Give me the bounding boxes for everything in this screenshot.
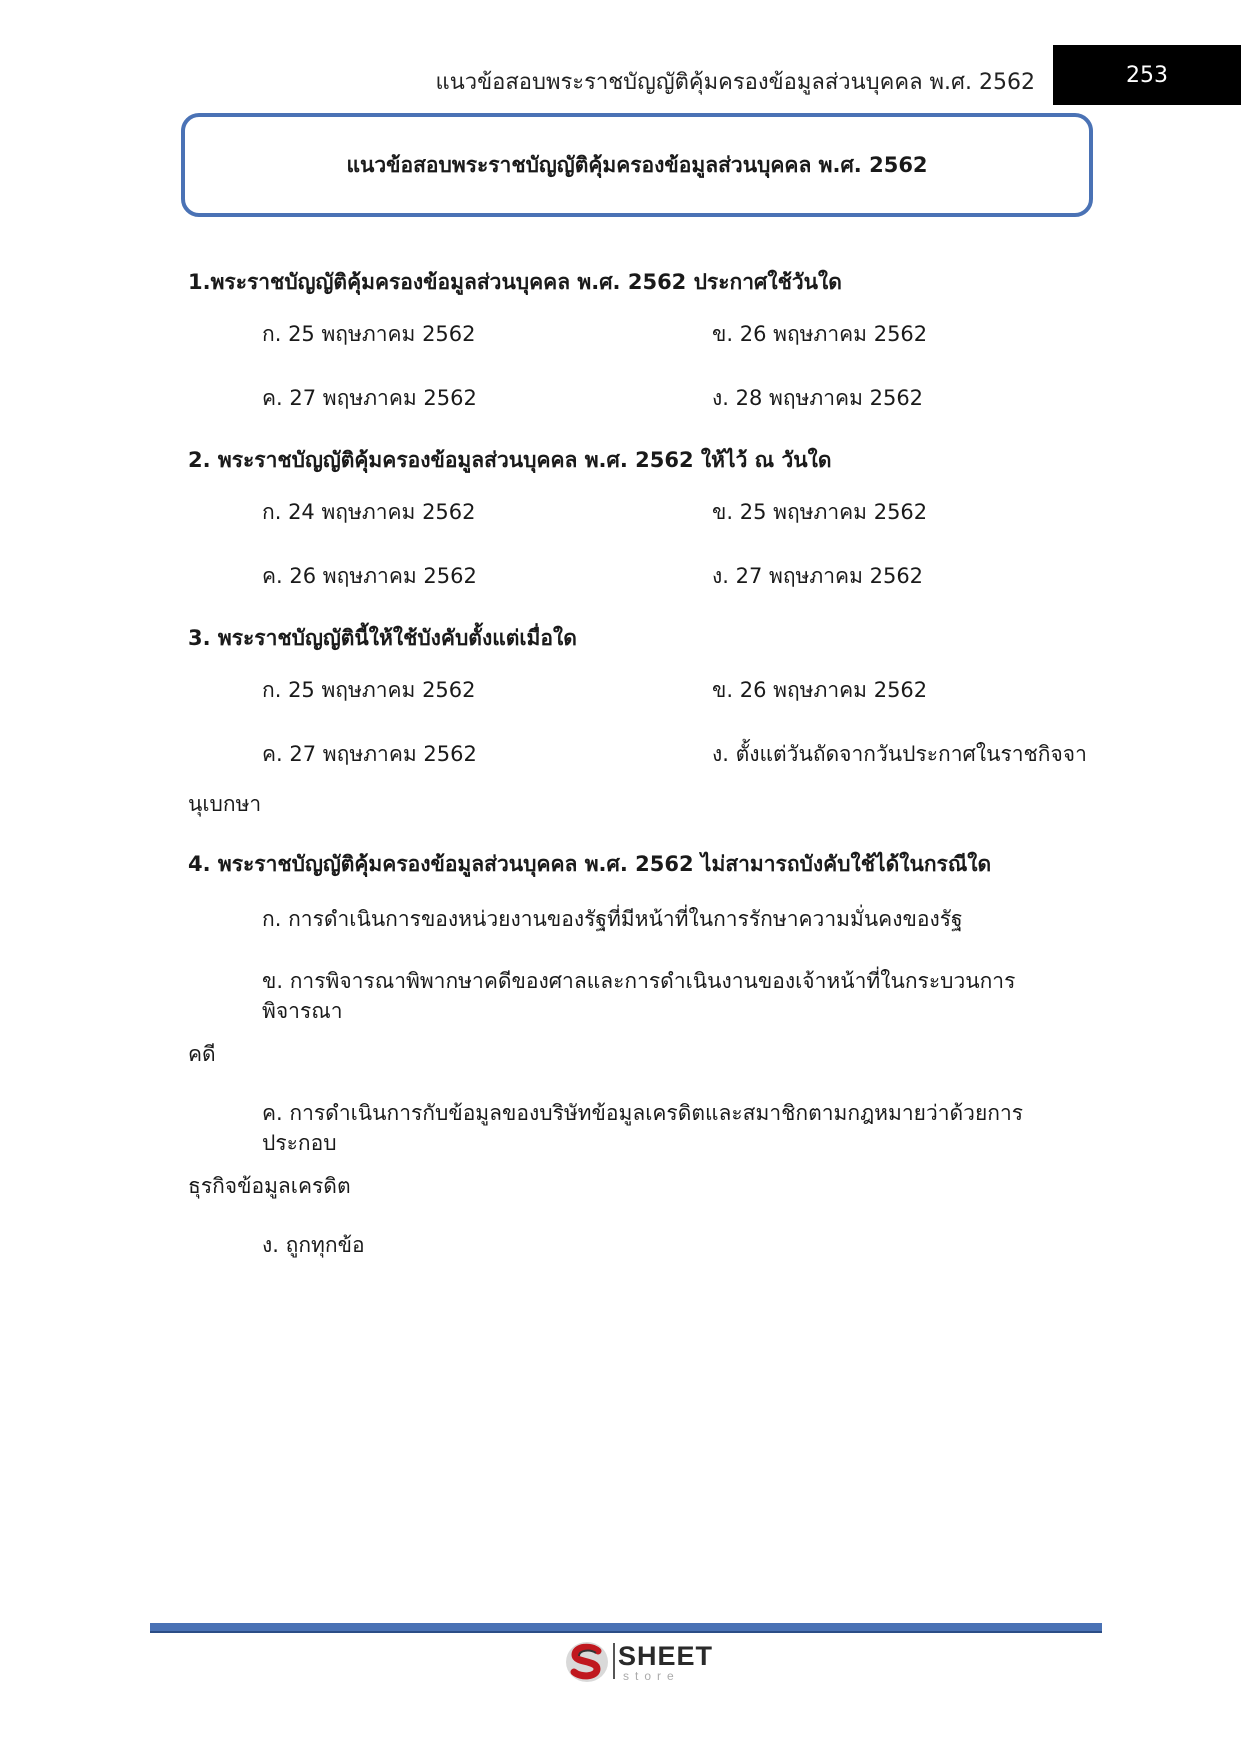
document-title: แนวข้อสอบพระราชบัญญัติคุ้มครองข้อมูลส่วนบุคคล พ.ศ. 2562 — [346, 152, 928, 177]
choice-d-continuation: นุเบกษา — [188, 792, 262, 816]
logo-text: SHEET — [618, 1641, 714, 1671]
choice-b: ข. 26 พฤษภาคม 2562 — [712, 678, 928, 702]
logo-subtext: store — [623, 1669, 680, 1683]
choice-c: ค. 27 พฤษภาคม 2562 — [262, 742, 477, 766]
logo-s-icon — [563, 1639, 611, 1685]
choice-d: ง. 27 พฤษภาคม 2562 — [712, 564, 924, 588]
choice-c: ค. 26 พฤษภาคม 2562 — [262, 564, 477, 588]
question-1: 1.พระราชบัญญัติคุ้มครองข้อมูลส่วนบุคคล พ.ศ. 2562 ประกาศใช้วันใด — [188, 270, 842, 294]
question-4: 4. พระราชบัญญัติคุ้มครองข้อมูลส่วนบุคคล พ.ศ. 2562 ไม่สามารถบังคับใช้ได้ในกรณีใด — [188, 852, 992, 876]
choice-c-continuation: ธุรกิจข้อมูลเครดิต — [188, 1174, 351, 1198]
choice-row — [188, 480, 1088, 544]
choice-b: ข. 25 พฤษภาคม 2562 — [712, 500, 928, 524]
title-box — [181, 113, 1093, 217]
choice-a: ก. การดำเนินการของหน่วยงานของรัฐที่มีหน้าที่ในการรักษาความมั่นคงของรัฐ — [262, 907, 963, 931]
running-header-title: แนวข้อสอบพระราชบัญญัติคุ้มครองข้อมูลส่วนบุคคล พ.ศ. 2562 — [435, 70, 1035, 95]
choice-row — [188, 302, 1088, 366]
choice-d: ง. ตั้งแต่วันถัดจากวันประกาศในราชกิจจา — [712, 742, 1087, 766]
choice-row — [188, 658, 1088, 722]
choice-row — [188, 544, 1088, 608]
sheet-store-logo — [563, 1637, 723, 1687]
choice-b-continuation: คดี — [188, 1042, 216, 1066]
choice-b: ข. การพิจารณาพิพากษาคดีของศาลและการดำเนินงานของเจ้าหน้าที่ในกระบวนการพิจารณา — [262, 969, 1016, 1023]
footer-rule — [150, 1623, 1102, 1633]
choice-c: ค. การดำเนินการกับข้อมูลของบริษัทข้อมูลเครดิตและสมาชิกตามกฎหมายว่าด้วยการประกอบ — [262, 1101, 1024, 1155]
choice-b: ข. 26 พฤษภาคม 2562 — [712, 322, 928, 346]
choice-a: ก. 25 พฤษภาคม 2562 — [262, 678, 476, 702]
page-number: 253 — [1053, 45, 1241, 105]
logo-divider — [613, 1643, 615, 1679]
choice-row — [188, 722, 1088, 786]
question-list — [188, 262, 1088, 1260]
choice-c: ค. 27 พฤษภาคม 2562 — [262, 386, 477, 410]
question-2: 2. พระราชบัญญัติคุ้มครองข้อมูลส่วนบุคคล พ.ศ. 2562 ให้ไว้ ณ วันใด — [188, 448, 832, 472]
question-3: 3. พระราชบัญญัตินี้ให้ใช้บังคับตั้งแต่เมื่อใด — [188, 626, 577, 650]
choice-d: ง. 28 พฤษภาคม 2562 — [712, 386, 924, 410]
choice-a: ก. 25 พฤษภาคม 2562 — [262, 322, 476, 346]
choice-row — [188, 366, 1088, 430]
choice-a: ก. 24 พฤษภาคม 2562 — [262, 500, 476, 524]
choice-d: ง. ถูกทุกข้อ — [262, 1233, 365, 1257]
